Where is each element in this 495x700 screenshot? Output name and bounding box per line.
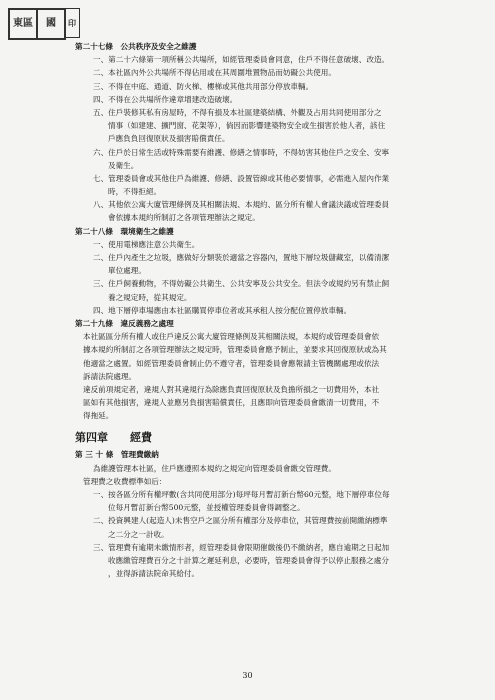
text-line: 二、本社區內外公共場所不得佔用或在其周圍堆置物品而妨礙公共使用。 (93, 68, 336, 78)
text-line: 三、不得在中庭、通道、防火梯、樓梯或其他共用部分停放車輛。 (93, 81, 314, 91)
text-line: ，並得訴請法院命其給付。 (108, 569, 200, 579)
text-line: 單位處理。 (108, 266, 146, 276)
text-line: 四、不得在公共場所作違章增建改造破壞。 (93, 94, 238, 104)
text-line: 得拖延。 (83, 411, 114, 421)
text-line: 四、地下層停車場應由本社區購買停車位者或其承租人按分配位置停放車輛。 (93, 305, 352, 315)
page-number: 30 (242, 671, 253, 680)
text-line: 及衛生。 (108, 160, 139, 170)
text-line: 一、按各區分所有權坪數(含共同使用部分)每坪每月暫訂新台幣60元整，地下層停車位每 (93, 490, 390, 499)
text-line: 為維護管理本社區，住戶應遵照本規約之規定向管理委員會繳交管理費。 (93, 463, 336, 473)
article-28-items (75, 238, 475, 317)
text-line: 之二分之一計收。 (108, 529, 169, 539)
text-line: 一、第二十六條第一項所稱公共場所，如經管理委員會同意，住戶不得任意破壞、改造。 (93, 55, 390, 65)
seal-stamp-1 (8, 8, 38, 40)
text-line: 戶應負負回復原狀及損害賠償責任。 (108, 134, 230, 144)
text-line: 五、住戶裝修其私有房屋時，不得有損及本社區建築結構、外觀及占用共同使用部分之 (93, 107, 382, 117)
text-line: 訴請法院處理。 (83, 371, 137, 381)
text-line: 二、住戶內產生之垃圾，應做好分類裝於適當之容器內，置地下層垃圾儲藏室，以備清潔 (93, 253, 390, 262)
text-line: 一、使用電梯應注意公共衛生。 (93, 239, 200, 249)
seal-stamp-2 (36, 8, 66, 40)
seal-text-3: 印 (68, 17, 76, 28)
text-line: 三、住戶飼養動物，不得妨礙公共衛生、公共安寧及公共安全。但法令或規約另有禁止飼 (93, 279, 390, 289)
text-line: 情事（如建建、擴門窗、花架等），倘因而影響建築物安全或生損害於他人者，該住 (108, 121, 386, 131)
text-line: 收應繳管理費百分之十計算之遲延利息，必要時，管理委員會得予以停止服務之處分 (108, 555, 389, 565)
text-line: 本社區區分所有權人或住戶違反公寓大廈管理條例及其相關法規，本規約或管理委員會依 (83, 332, 380, 342)
text-line: 違反前項規定者，違規人對其違規行為除應負責回復原狀及負擔所損之一切費用外，本社 (83, 384, 380, 394)
article-27-items (75, 53, 475, 224)
text-line: 時，不得拒絕。 (108, 187, 162, 197)
text-line: 他適當之處置。如經管理委員會制止仍不遵守者，管理委員會應報請主管機關處理或依法 (83, 358, 380, 368)
article-30-items (75, 488, 475, 580)
article-30-heading: 第 三 十 條 管理費繳納 (75, 450, 159, 460)
text-line: 據本規約所制訂之各項管理辦法之規定時，管理委員會應予制止，並要求其回復原狀或為其 (83, 345, 387, 355)
text-line: 區如有其他損害，違規人並應另負損害賠償責任，且應即向管理委員會繳清一切費用，不 (83, 398, 380, 408)
seal-text-2: 國 (46, 17, 56, 29)
text-line: 養之規定時，從其規定。 (108, 292, 192, 302)
article-29-heading: 第二十九條 違反義務之處理 (75, 318, 174, 328)
seal-text-1: 東區 (13, 17, 33, 29)
text-line: 八、其他依公寓大廈管理條例及其相關法規、本規約、區分所有權人會議決議或管理委員 (93, 200, 390, 210)
article-30-intro (75, 462, 475, 488)
article-29-paragraphs (75, 330, 475, 422)
text-line: 六、住戶於日常生活或特殊需要有維護、修繕之情事時，不得妨害其他住戶之安全、安寧 (93, 147, 390, 157)
article-27-heading: 第二十七條 公共秩序及安全之維護 (75, 42, 197, 51)
chapter-4-title: 第四章 經費 (75, 431, 152, 445)
article-28-heading: 第二十八條 環境衛生之維護 (75, 226, 174, 236)
text-line: 位每月暫訂新台幣500元整，並授權管理委員會得調整之。 (108, 503, 305, 513)
text-line: 二、投資興建人(起造人)未售空戶之區分所有權部分及停車位，其管理費按前開繳納標準 (93, 516, 388, 526)
seal-stamp-3 (64, 8, 80, 38)
text-line: 管理費之收費標準如后： (83, 476, 167, 486)
document-body (75, 40, 475, 580)
text-line: 三、管理費有逾期未繳情形者，經管理委員會限期催繳後仍不繳納者，應自逾期之日起加 (93, 542, 390, 552)
text-line: 七、管理委員會或其他住戶為維護、修繕、設置管線或其他必要情事，必需進入屋內作業 (93, 173, 390, 183)
text-line: 會依據本規約所制訂之各項管理辦法之規定。 (108, 213, 260, 223)
